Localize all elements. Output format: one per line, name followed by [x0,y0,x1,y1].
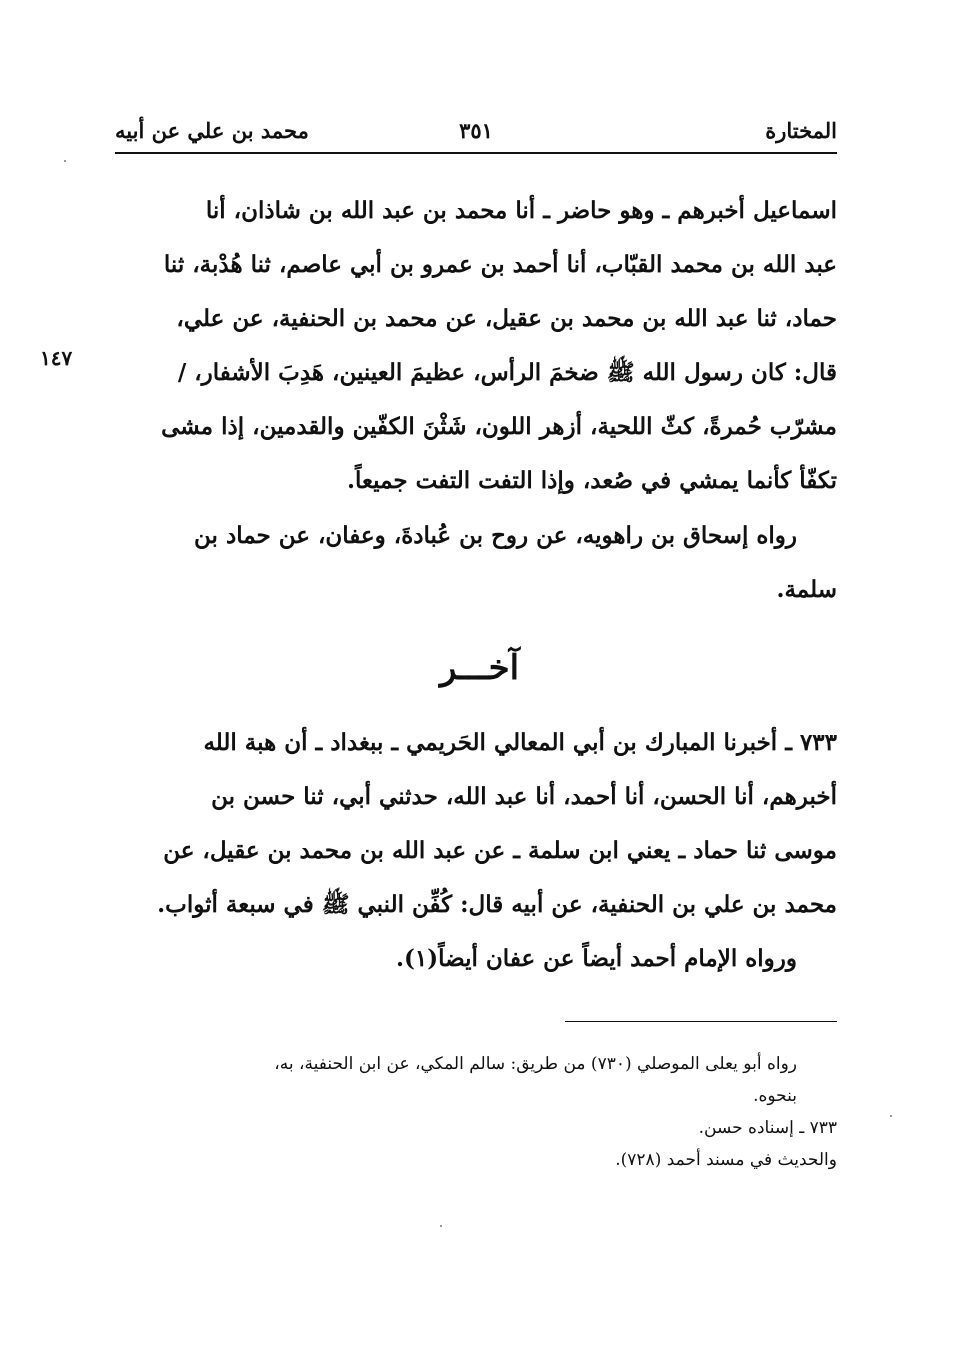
text-line: موسى ثنا حماد ـ يعني ابن سلمة ـ عن عبد الله بن محمد بن عقيل، عن [163,837,837,864]
footnote-line: والحديث في مسند أحمد (٧٢٨). [615,1150,837,1170]
hadith-continuation [115,184,837,508]
header-page-number: ٣٥١ [459,118,493,143]
running-header [115,112,837,154]
header-chapter-title: محمد بن علي عن أبيه [115,118,309,143]
text-line: مشرّب حُمرةً، كثّ اللحية، أزهر اللون، شَثْنَ الكفّين والقدمين، إذا مشى [161,413,837,440]
footnotes [115,1048,837,1176]
text-line: ورواه الإمام أحمد أيضاً عن عفان أيضاً(١). [396,945,797,972]
scan-speck [64,160,66,162]
footnote-separator [565,1021,837,1022]
text-line: محمد بن علي بن الحنفية، عن أبيه قال: كُفِّن النبي ﷺ في سبعة أثواب. [157,891,837,918]
section-title: آخـــر [439,648,520,688]
header-book-title: المختارة [765,118,837,143]
margin-page-marker: ١٤٧ [40,346,73,370]
text-line: اسماعيل أخبرهم ـ وهو حاضر ـ أنا محمد بن عبد الله بن شاذان، أنا [205,197,837,224]
footnote-line: رواه أبو يعلى الموصلي (٧٣٠) من طريق: سالم المكي، عن ابن الحنفية، به، [274,1054,797,1074]
text-line: ٧٣٣ ـ أخبرنا المبارك بن أبي المعالي الحَريمي ـ ببغداد ـ أن هبة الله [203,729,837,756]
riwaya-ahmad [115,932,837,986]
footnote-line: بنحوه. [753,1086,797,1106]
text-line: سلمة. [776,576,837,603]
riwaya-paragraph [115,509,837,617]
text-line: تكفّأ كأنما يمشي في صُعد، وإذا التفت التفت جميعاً. [347,467,837,494]
text-line: حماد، ثنا عبد الله بن محمد بن عقيل، عن محمد بن الحنفية، عن علي، [176,305,837,332]
hadith-733 [115,716,837,932]
text-line: قال: كان رسول الله ﷺ ضخمَ الرأس، عظيمَ العينين، هَدِبَ الأشفار، / [177,359,837,386]
text-line: عبد الله بن محمد القبّاب، أنا أحمد بن عمرو بن أبي عاصم، ثنا هُدْبة، ثنا [163,251,837,278]
text-line: رواه إسحاق بن راهويه، عن روح بن عُبادةَ، وعفان، عن حماد بن [194,522,797,549]
text-line: أخبرهم، أنا الحسن، أنا أحمد، أنا عبد الله، حدثني أبي، ثنا حسن بن [211,783,837,810]
scan-speck [440,1225,442,1227]
scan-speck [890,1115,892,1117]
footnote-line: ٧٣٣ ـ إسناده حسن. [698,1118,837,1138]
